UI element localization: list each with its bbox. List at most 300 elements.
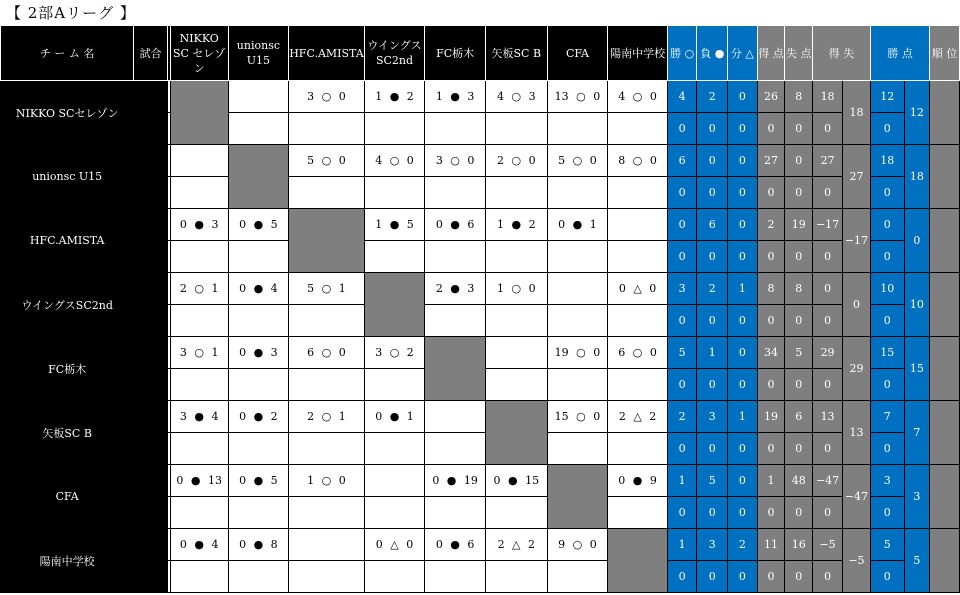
match-result-2nd (485, 241, 547, 273)
header-team: チ ー ム 名 (1, 26, 134, 81)
header-win: 勝 ○ (667, 26, 697, 81)
match-result: 0 ● 15 (485, 465, 547, 497)
header-opponent: HFC.AMISTA (289, 26, 365, 81)
points: 0 (870, 561, 904, 593)
match-result-2nd (547, 369, 608, 401)
games-cell (134, 145, 168, 177)
match-result-2nd (289, 561, 365, 593)
header-row (1, 26, 960, 81)
match-result-2nd (485, 369, 547, 401)
draws: 0 (728, 241, 758, 273)
goal-diff-total: 27 (843, 145, 871, 209)
match-result: 19 ○ 0 (547, 337, 608, 369)
match-result-2nd (364, 497, 425, 529)
match-result-2nd (425, 561, 486, 593)
table-row (1, 177, 960, 209)
goals-against: 0 (785, 305, 813, 337)
points: 0 (870, 433, 904, 465)
header-rank: 順 位 (930, 26, 960, 81)
match-result: 2 △ 2 (485, 529, 547, 561)
goals-against: 8 (785, 81, 813, 113)
points: 0 (870, 369, 904, 401)
match-result: 9 ○ 0 (547, 529, 608, 561)
points-total: 15 (904, 337, 930, 401)
match-result: 0 ● 4 (228, 273, 289, 305)
goals-for: 8 (757, 273, 785, 305)
draws: 0 (728, 81, 758, 113)
rank (930, 209, 960, 273)
header-opponent: 陽南中学校 (608, 26, 668, 81)
points-total: 10 (904, 273, 930, 337)
goal-diff: 18 (813, 81, 843, 113)
match-result: 0 ● 6 (425, 529, 486, 561)
team-name: unionsc U15 (1, 145, 134, 209)
points: 0 (870, 241, 904, 273)
goal-diff-total: 0 (843, 273, 871, 337)
match-result-2nd (170, 561, 228, 593)
games-cell (134, 369, 168, 401)
match-result-2nd (228, 433, 289, 465)
draws: 0 (728, 465, 758, 497)
goal-diff: 0 (813, 177, 843, 209)
goals-against: 0 (785, 561, 813, 593)
match-result-2nd (170, 369, 228, 401)
match-result-2nd (485, 305, 547, 337)
goals-for: 0 (757, 561, 785, 593)
self-match-cell (485, 401, 547, 465)
goal-diff: 0 (813, 113, 843, 145)
match-result-2nd (608, 369, 668, 401)
header-goal-diff: 得 失 (813, 26, 871, 81)
draws: 0 (728, 209, 758, 241)
goal-diff: 0 (813, 305, 843, 337)
wins: 1 (667, 529, 697, 561)
goal-diff-total: −5 (843, 529, 871, 593)
match-result-2nd (425, 497, 486, 529)
rank (930, 273, 960, 337)
match-result: 3 ● 4 (170, 401, 228, 433)
team-name: HFC.AMISTA (1, 209, 134, 273)
match-result-2nd (485, 177, 547, 209)
losses: 0 (697, 177, 728, 209)
match-result-2nd (228, 369, 289, 401)
match-result-2nd (289, 497, 365, 529)
losses: 2 (697, 273, 728, 305)
goals-for: 0 (757, 497, 785, 529)
match-result: 2 △ 2 (608, 401, 668, 433)
match-result-2nd (228, 113, 289, 145)
goals-for: 2 (757, 209, 785, 241)
wins: 0 (667, 433, 697, 465)
match-result-2nd (289, 113, 365, 145)
team-name: FC栃木 (1, 337, 134, 401)
match-result-2nd (228, 241, 289, 273)
table-row (1, 465, 960, 497)
page-title: 【 2部Aリーグ 】 (6, 4, 136, 22)
match-result (170, 145, 228, 177)
match-result: 6 ○ 0 (608, 337, 668, 369)
goals-against: 5 (785, 337, 813, 369)
goal-diff-total: 18 (843, 81, 871, 145)
points-total: 7 (904, 401, 930, 465)
match-result: 4 ○ 3 (485, 81, 547, 113)
match-result-2nd (289, 177, 365, 209)
match-result: 0 ● 6 (425, 209, 486, 241)
table-row (1, 305, 960, 337)
draws: 1 (728, 401, 758, 433)
games-cell (134, 273, 168, 305)
table-row (1, 145, 960, 177)
goal-diff: 13 (813, 401, 843, 433)
match-result-2nd (170, 497, 228, 529)
points: 10 (870, 273, 904, 305)
losses: 0 (697, 561, 728, 593)
goals-against: 0 (785, 241, 813, 273)
games-cell (134, 177, 168, 209)
losses: 0 (697, 305, 728, 337)
header-goals-against: 失 点 (785, 26, 813, 81)
goals-for: 0 (757, 177, 785, 209)
losses: 1 (697, 337, 728, 369)
games-cell (134, 465, 168, 497)
match-result: 13 ○ 0 (547, 81, 608, 113)
match-result-2nd (547, 561, 608, 593)
match-result: 2 ○ 0 (485, 145, 547, 177)
match-result-2nd (228, 497, 289, 529)
match-result-2nd (608, 241, 668, 273)
match-result (289, 529, 365, 561)
match-result-2nd (228, 305, 289, 337)
match-result-2nd (608, 305, 668, 337)
table-row (1, 433, 960, 465)
goals-against: 48 (785, 465, 813, 497)
self-match-cell (170, 81, 228, 145)
games-cell (134, 337, 168, 369)
goals-against: 0 (785, 369, 813, 401)
rank (930, 337, 960, 401)
team-name: 陽南中学校 (1, 529, 134, 593)
match-result-2nd (289, 369, 365, 401)
match-result: 0 ● 8 (228, 529, 289, 561)
match-result (547, 273, 608, 305)
header-opponent: 矢板SC B (485, 26, 547, 81)
header-draw: 分 △ (728, 26, 758, 81)
goals-against: 19 (785, 209, 813, 241)
goal-diff: −5 (813, 529, 843, 561)
match-result (228, 81, 289, 113)
match-result-2nd (485, 561, 547, 593)
match-result: 1 ● 5 (364, 209, 425, 241)
points: 7 (870, 401, 904, 433)
match-result-2nd (425, 305, 486, 337)
match-result-2nd (364, 369, 425, 401)
wins: 0 (667, 113, 697, 145)
self-match-cell (608, 529, 668, 593)
points: 0 (870, 177, 904, 209)
wins: 0 (667, 305, 697, 337)
match-result: 15 ○ 0 (547, 401, 608, 433)
points: 12 (870, 81, 904, 113)
goal-diff-total: 13 (843, 401, 871, 465)
match-result-2nd (608, 113, 668, 145)
match-result: 5 ○ 0 (547, 145, 608, 177)
losses: 2 (697, 81, 728, 113)
header-opponent: ウイングス SC2nd (364, 26, 425, 81)
self-match-cell (228, 145, 289, 209)
self-match-cell (425, 337, 486, 401)
team-name: ウイングスSC2nd (1, 273, 134, 337)
points-total: 5 (904, 529, 930, 593)
wins: 3 (667, 273, 697, 305)
goals-against: 8 (785, 273, 813, 305)
match-result-2nd (547, 241, 608, 273)
points: 18 (870, 145, 904, 177)
draws: 0 (728, 337, 758, 369)
goals-for: 27 (757, 145, 785, 177)
goals-for: 26 (757, 81, 785, 113)
match-result: 3 ○ 0 (425, 145, 486, 177)
points: 3 (870, 465, 904, 497)
goals-for: 1 (757, 465, 785, 497)
points-total: 3 (904, 465, 930, 529)
match-result: 4 ○ 0 (608, 81, 668, 113)
wins: 0 (667, 561, 697, 593)
games-cell (134, 81, 168, 113)
match-result (364, 465, 425, 497)
match-result-2nd (289, 433, 365, 465)
match-result: 0 △ 0 (608, 273, 668, 305)
goals-for: 0 (757, 113, 785, 145)
match-result-2nd (547, 305, 608, 337)
match-result-2nd (547, 177, 608, 209)
team-name: CFA (1, 465, 134, 529)
points: 5 (870, 529, 904, 561)
wins: 2 (667, 401, 697, 433)
goals-for: 11 (757, 529, 785, 561)
goal-diff: 27 (813, 145, 843, 177)
wins: 1 (667, 465, 697, 497)
wins: 0 (667, 209, 697, 241)
match-result: 0 ● 1 (547, 209, 608, 241)
match-result-2nd (608, 497, 668, 529)
header-goals-for: 得 点 (757, 26, 785, 81)
match-result: 0 △ 0 (364, 529, 425, 561)
match-result-2nd (425, 113, 486, 145)
losses: 0 (697, 145, 728, 177)
table-row (1, 209, 960, 241)
team-name: NIKKO SCセレゾン (1, 81, 134, 145)
goal-diff: 0 (813, 369, 843, 401)
points: 0 (870, 113, 904, 145)
wins: 4 (667, 81, 697, 113)
games-cell (134, 433, 168, 465)
match-result-2nd (608, 433, 668, 465)
goal-diff: 0 (813, 241, 843, 273)
match-result: 0 ● 2 (228, 401, 289, 433)
draws: 0 (728, 145, 758, 177)
goals-for: 0 (757, 305, 785, 337)
match-result-2nd (425, 241, 486, 273)
match-result: 0 ● 5 (228, 465, 289, 497)
match-result-2nd (170, 241, 228, 273)
header-opponent: FC栃木 (425, 26, 486, 81)
match-result: 1 ○ 0 (485, 273, 547, 305)
header-opponent: CFA (547, 26, 608, 81)
match-result: 3 ○ 1 (170, 337, 228, 369)
match-result: 1 ● 2 (485, 209, 547, 241)
losses: 3 (697, 401, 728, 433)
goal-diff-total: −47 (843, 465, 871, 529)
goal-diff-total: −17 (843, 209, 871, 273)
rank (930, 81, 960, 145)
match-result: 1 ● 3 (425, 81, 486, 113)
match-result: 5 ○ 0 (289, 145, 365, 177)
goals-for: 34 (757, 337, 785, 369)
table-row (1, 529, 960, 561)
games-cell (134, 209, 168, 241)
losses: 0 (697, 113, 728, 145)
goals-against: 16 (785, 529, 813, 561)
league-table (0, 25, 960, 593)
points-total: 18 (904, 145, 930, 209)
gap-cell (167, 113, 170, 145)
self-match-cell (289, 209, 365, 273)
games-cell (134, 241, 168, 273)
wins: 0 (667, 177, 697, 209)
draws: 0 (728, 113, 758, 145)
points: 0 (870, 209, 904, 241)
match-result (485, 337, 547, 369)
draws: 0 (728, 497, 758, 529)
losses: 5 (697, 465, 728, 497)
table-row (1, 497, 960, 529)
match-result-2nd (228, 561, 289, 593)
goal-diff-total: 29 (843, 337, 871, 401)
match-result: 4 ○ 0 (364, 145, 425, 177)
goal-diff: 0 (813, 273, 843, 305)
match-result-2nd (547, 113, 608, 145)
wins: 5 (667, 337, 697, 369)
goals-against: 0 (785, 433, 813, 465)
draws: 0 (728, 433, 758, 465)
team-name: 矢板SC B (1, 401, 134, 465)
rank (930, 145, 960, 209)
match-result: 0 ● 13 (170, 465, 228, 497)
match-result-2nd (289, 305, 365, 337)
goals-for: 0 (757, 241, 785, 273)
draws: 0 (728, 561, 758, 593)
goals-for: 0 (757, 369, 785, 401)
match-result: 0 ● 9 (608, 465, 668, 497)
match-result: 1 ○ 0 (289, 465, 365, 497)
goal-diff: −47 (813, 465, 843, 497)
games-cell (134, 497, 168, 529)
header-games: 試合 (134, 26, 168, 81)
draws: 0 (728, 369, 758, 401)
match-result: 0 ● 3 (228, 337, 289, 369)
points: 0 (870, 305, 904, 337)
goal-diff: 0 (813, 433, 843, 465)
games-cell (134, 305, 168, 337)
points-total: 12 (904, 81, 930, 145)
rank (930, 401, 960, 465)
match-result-2nd (364, 241, 425, 273)
losses: 3 (697, 529, 728, 561)
match-result-2nd (170, 433, 228, 465)
table-row (1, 113, 960, 145)
rank (930, 465, 960, 529)
table-row (1, 337, 960, 369)
match-result: 0 ● 19 (425, 465, 486, 497)
games-cell (134, 401, 168, 433)
draws: 2 (728, 529, 758, 561)
match-result: 5 ○ 1 (289, 273, 365, 305)
match-result-2nd (170, 305, 228, 337)
match-result: 0 ● 1 (364, 401, 425, 433)
losses: 0 (697, 497, 728, 529)
self-match-cell (547, 465, 608, 529)
goals-against: 0 (785, 145, 813, 177)
table-row (1, 81, 960, 113)
rank (930, 529, 960, 593)
wins: 6 (667, 145, 697, 177)
goals-against: 0 (785, 177, 813, 209)
header-opponent: unionsc U15 (228, 26, 289, 81)
losses: 6 (697, 209, 728, 241)
match-result: 8 ○ 0 (608, 145, 668, 177)
match-result: 1 ● 2 (364, 81, 425, 113)
header-points: 勝 点 (870, 26, 929, 81)
goal-diff: 0 (813, 561, 843, 593)
match-result: 6 ○ 0 (289, 337, 365, 369)
match-result (608, 209, 668, 241)
match-result-2nd (364, 433, 425, 465)
losses: 0 (697, 433, 728, 465)
self-match-cell (364, 273, 425, 337)
losses: 0 (697, 369, 728, 401)
match-result: 0 ● 3 (170, 209, 228, 241)
goals-against: 0 (785, 113, 813, 145)
goals-against: 0 (785, 497, 813, 529)
match-result-2nd (364, 177, 425, 209)
match-result: 0 ● 5 (228, 209, 289, 241)
draws: 0 (728, 177, 758, 209)
table-row (1, 401, 960, 433)
goals-for: 19 (757, 401, 785, 433)
match-result-2nd (608, 177, 668, 209)
match-result-2nd (425, 433, 486, 465)
points: 15 (870, 337, 904, 369)
match-result: 2 ○ 1 (289, 401, 365, 433)
goal-diff: −17 (813, 209, 843, 241)
match-result (425, 401, 486, 433)
match-result-2nd (425, 177, 486, 209)
wins: 0 (667, 369, 697, 401)
match-result: 2 ● 3 (425, 273, 486, 305)
games-cell (134, 529, 168, 561)
match-result: 3 ○ 2 (364, 337, 425, 369)
header-opponent: NIKKO SC セレゾン (170, 26, 228, 81)
points: 0 (870, 497, 904, 529)
table-row (1, 561, 960, 593)
draws: 0 (728, 305, 758, 337)
match-result: 2 ○ 1 (170, 273, 228, 305)
goal-diff: 0 (813, 497, 843, 529)
match-result-2nd (364, 561, 425, 593)
goals-against: 6 (785, 401, 813, 433)
losses: 0 (697, 241, 728, 273)
match-result: 0 ● 4 (170, 529, 228, 561)
